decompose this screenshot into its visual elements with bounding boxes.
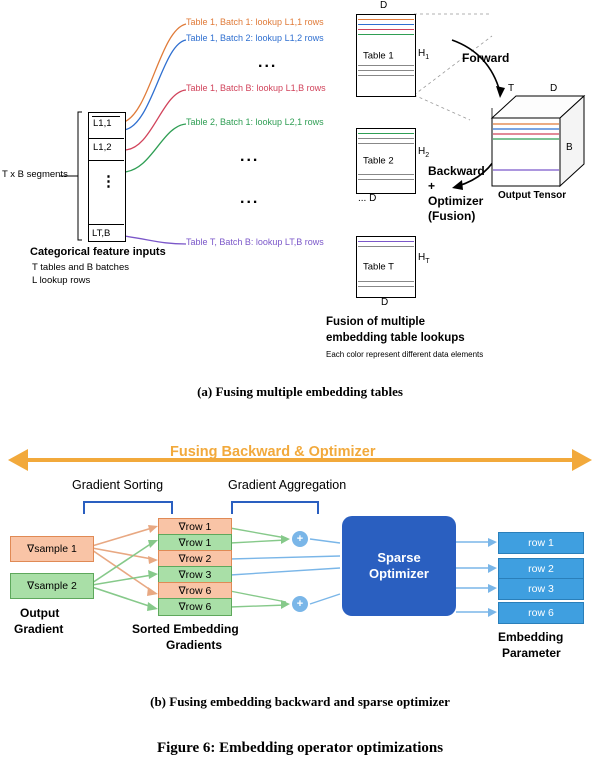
segments-label: T x B segments <box>2 169 68 180</box>
categorical-input-title: Categorical feature inputs <box>30 246 166 258</box>
cube-d-label: D <box>550 83 558 94</box>
gradient-sorting-title: Gradient Sorting <box>72 478 164 492</box>
dots-2: ... <box>240 148 260 165</box>
sparse-optimizer-line-1: Sparse <box>377 549 421 565</box>
panel-fusing-embedding-tables <box>0 0 600 378</box>
sparse-optimizer-line-2: Optimizer <box>369 566 429 581</box>
sorted-gradient-item-3: ∇row 2 <box>158 550 232 568</box>
sparse-optimizer-block <box>342 516 456 616</box>
backward-line-1: Backward <box>428 164 485 178</box>
cube-t-label: T <box>508 83 515 94</box>
embedding-parameter-title-2: Parameter <box>502 646 561 660</box>
sorted-gradient-item-2: ∇row 1 <box>158 534 232 552</box>
table-1-height-label: $H_1$ <box>418 48 430 61</box>
output-tensor-cube <box>0 0 600 378</box>
gradient-aggregation-title: Gradient Aggregation <box>228 478 347 492</box>
lookup-label-2: Table 1, Batch 2: lookup L1,2 rows <box>186 33 324 43</box>
sorted-gradients-title-2: Gradients <box>166 638 223 652</box>
backward-line-2: + <box>428 179 436 193</box>
table-1-dim-top: D <box>380 0 388 11</box>
output-gradient-title-1: Output <box>20 606 60 620</box>
embedding-table-t-label: Table T <box>363 261 394 273</box>
caption-panel-a: (a) Fusing multiple embedding tables <box>197 384 403 399</box>
lookup-label-5: Table T, Batch B: lookup LT,B rows <box>186 237 324 247</box>
lookup-label-4: Table 2, Batch 1: lookup L2,1 rows <box>186 117 324 127</box>
adder-2: + <box>292 596 308 612</box>
input-row-label-2: L1,2 <box>93 142 112 153</box>
embedding-table-1-label: Table 1 <box>363 50 394 61</box>
table-2-dim-bottom: ... D <box>358 193 377 204</box>
backward-line-4: (Fusion) <box>428 209 476 223</box>
embedding-parameter-item-3: row 3 <box>498 578 584 600</box>
output-gradient-item-2: ∇sample 2 <box>10 573 94 599</box>
sorted-gradient-item-4: ∇row 3 <box>158 566 232 584</box>
lookup-label-3: Table 1, Batch B: lookup L1,B rows <box>186 83 326 93</box>
output-gradient-title-2: Gradient <box>14 622 64 636</box>
categorical-input-sub1: T tables and B batches <box>32 262 129 273</box>
backward-line-3: Optimizer <box>428 194 484 208</box>
fusion-subtitle: Each color represent different data elements <box>326 350 484 359</box>
lookup-label-1: Table 1, Batch 1: lookup L1,1 rows <box>186 17 324 27</box>
input-row-label-1: L1,1 <box>93 118 112 129</box>
table-t-dim-bottom: D <box>381 297 389 308</box>
adder-1: + <box>292 531 308 547</box>
fusion-title-line-1: Fusion of multiple <box>326 316 426 328</box>
embedding-parameter-item-2: row 2 <box>498 558 584 580</box>
panel-fusing-backward-optimizer <box>0 416 600 706</box>
fusion-title-line-2: embedding table lookups <box>326 332 465 344</box>
embedding-table-2-label: Table 2 <box>363 155 394 167</box>
table-2-height-label: $H_2$ <box>418 146 430 159</box>
sorted-gradient-item-5: ∇row 6 <box>158 582 232 600</box>
input-vertical-dots: ⋮ <box>101 173 116 190</box>
caption-panel-b: (b) Fusing embedding backward and sparse optimizer <box>150 694 450 709</box>
embedding-parameter-title-1: Embedding <box>498 630 564 644</box>
cube-b-label: B <box>566 142 573 153</box>
forward-label: Forward <box>462 51 510 65</box>
embedding-parameter-item-4: row 6 <box>498 602 584 624</box>
sorted-gradient-item-6: ∇row 6 <box>158 598 232 616</box>
table-t-height-label: $H_T$ <box>418 252 430 265</box>
input-row-label-3: LT,B <box>92 228 111 239</box>
output-tensor-caption: Output Tensor <box>498 190 567 201</box>
sorted-gradient-item-1: ∇row 1 <box>158 518 232 536</box>
dots-3: ... <box>240 190 260 207</box>
embedding-parameter-item-1: row 1 <box>498 532 584 554</box>
fusing-banner-title: Fusing Backward & Optimizer <box>170 444 376 460</box>
output-gradient-item-1: ∇sample 1 <box>10 536 94 562</box>
dots-1: ... <box>258 54 278 71</box>
sorted-gradients-title-1: Sorted Embedding <box>132 622 239 636</box>
categorical-input-sub2: L lookup rows <box>32 275 91 286</box>
figure-caption: Figure 6: Embedding operator optimizations <box>156 740 444 756</box>
